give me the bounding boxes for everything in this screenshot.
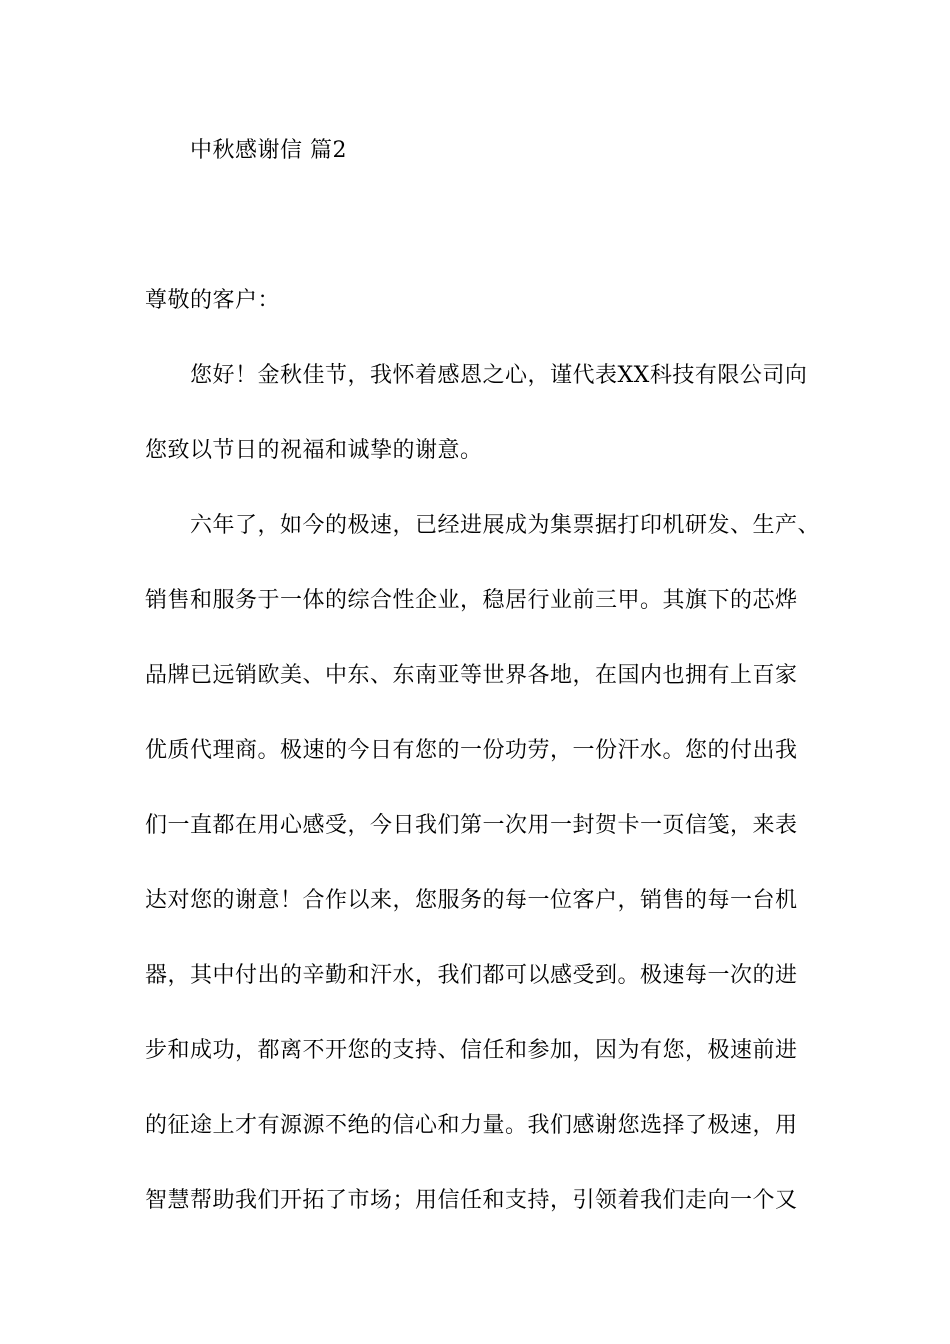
body-line: 您致以节日的祝福和诚挚的谢意。 [145, 438, 483, 463]
body-line: 六年了，如今的极速，已经进展成为集票据打印机研发、生产、 [190, 513, 821, 538]
body-line: 销售和服务于一体的综合性企业，稳居行业前三甲。其旗下的芯烨 [145, 588, 798, 613]
body-line: 达对您的谢意！合作以来，您服务的每一位客户，销售的每一台机 [145, 888, 798, 913]
body-line: 的征途上才有源源不绝的信心和力量。我们感谢您选择了极速，用 [145, 1113, 798, 1138]
body-line: 智慧帮助我们开拓了市场；用信任和支持，引领着我们走向一个又 [145, 1188, 798, 1213]
body-line: 品牌已远销欧美、中东、东南亚等世界各地，在国内也拥有上百家 [145, 663, 798, 688]
body-line: 优质代理商。极速的今日有您的一份功劳，一份汗水。您的付出我 [145, 738, 798, 763]
salutation: 尊敬的客户： [145, 288, 281, 313]
body-line: 您好！金秋佳节，我怀着感恩之心，谨代表XX科技有限公司向 [190, 363, 808, 388]
document-heading: 中秋感谢信 篇2 [190, 138, 347, 163]
body-line: 步和成功，都离不开您的支持、信任和参加，因为有您，极速前进 [145, 1038, 798, 1063]
body-line: 器，其中付出的辛勤和汗水，我们都可以感受到。极速每一次的进 [145, 963, 798, 988]
body-line: 们一直都在用心感受，今日我们第一次用一封贺卡一页信笺，来表 [145, 813, 798, 838]
